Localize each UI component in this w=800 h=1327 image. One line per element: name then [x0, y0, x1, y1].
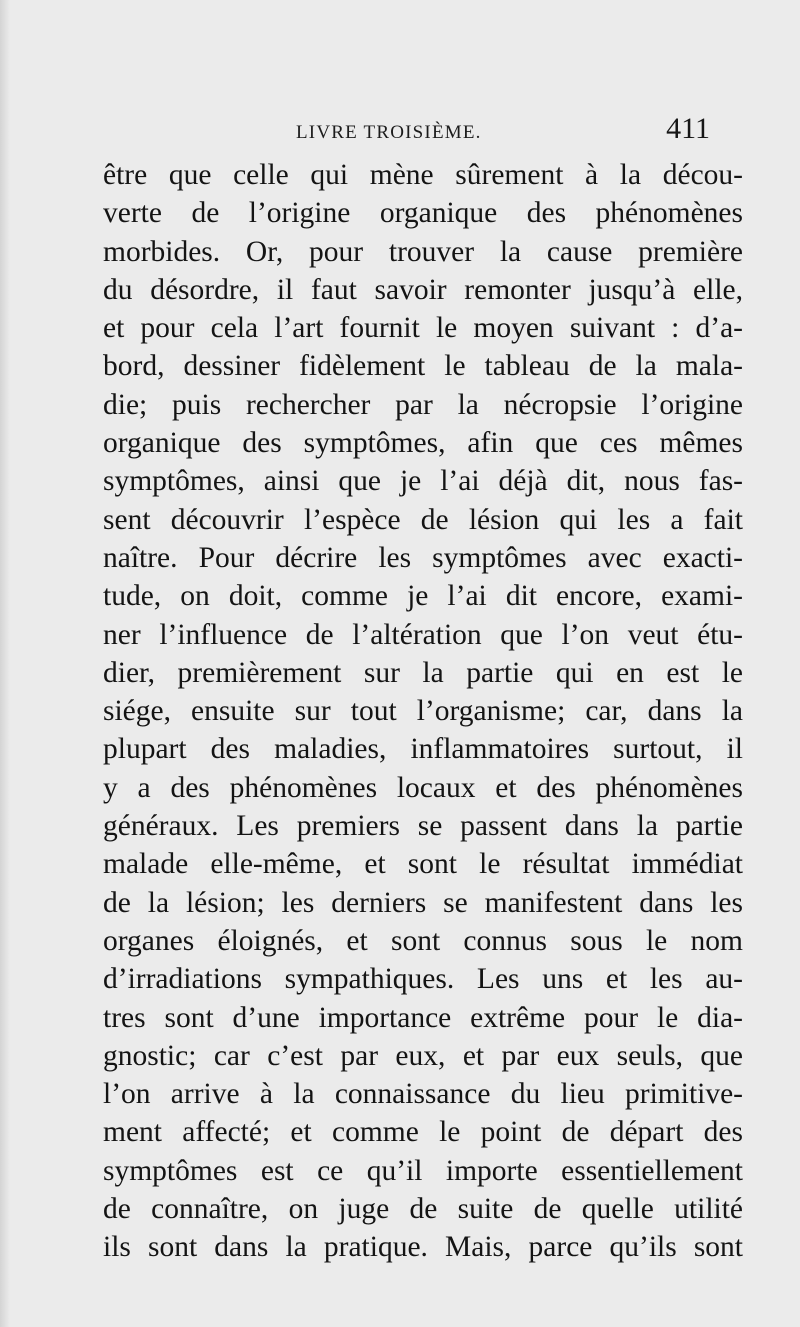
text-line: bord, dessiner fidèlement le tableau de la mala- — [103, 350, 743, 383]
page-gutter-edge — [0, 0, 10, 1327]
text-line: die; puis rechercher par la nécropsie l’origine — [103, 388, 743, 421]
text-line: ment affecté; et comme le point de départ des — [103, 1116, 743, 1149]
text-line: ner l’influence de l’altération que l’on veut étu- — [103, 618, 743, 651]
text-line: morbides. Or, pour trouver la cause première — [103, 235, 743, 268]
body-text — [103, 156, 743, 1267]
text-line: tres sont d’une importance extrême pour le dia- — [103, 1001, 743, 1034]
running-head — [100, 112, 740, 158]
text-line: symptômes, ainsi que je l’ai déjà dit, nous fas- — [103, 465, 743, 498]
running-title: LIVRE TROISIÈME. — [296, 122, 482, 143]
text-line: sent découvrir l’espèce de lésion qui les a fait — [103, 503, 743, 536]
text-line: plupart des maladies, inflammatoires surtout, il — [103, 733, 743, 766]
text-line: et pour cela l’art fournit le moyen suivant : d’a- — [103, 312, 743, 345]
text-line: dier, premièrement sur la partie qui en est le — [103, 656, 743, 689]
text-line: du désordre, il faut savoir remonter jusqu’à elle, — [103, 273, 743, 306]
text-line: organes éloignés, et sont connus sous le nom — [103, 924, 743, 957]
text-line: gnostic; car c’est par eux, et par eux seuls, que — [103, 1039, 743, 1072]
text-line: siége, ensuite sur tout l’organisme; car, dans la — [103, 695, 743, 728]
text-line: verte de l’origine organique des phénomènes — [103, 197, 743, 230]
text-line: tude, on doit, comme je l’ai dit encore, exami- — [103, 580, 743, 613]
text-line: d’irradiations sympathiques. Les uns et les au- — [103, 963, 743, 996]
text-line: naître. Pour décrire les symptômes avec exacti- — [103, 541, 743, 574]
text-line: être que celle qui mène sûrement à la décou- — [103, 159, 743, 191]
text-line: généraux. Les premiers se passent dans la partie — [103, 810, 743, 843]
page-number: 411 — [666, 112, 710, 145]
text-line: organique des symptômes, afin que ces mêmes — [103, 427, 743, 460]
text-line: ils sont dans la pratique. Mais, parce qu’ils sont — [103, 1231, 743, 1264]
text-line: de connaître, on juge de suite de quelle utilité — [103, 1193, 743, 1226]
text-line: symptômes est ce qu’il importe essentiellement — [103, 1154, 743, 1187]
text-line: de la lésion; les derniers se manifestent dans les — [103, 886, 743, 919]
text-line: y a des phénomènes locaux et des phénomènes — [103, 771, 743, 804]
text-line: malade elle-même, et sont le résultat immédiat — [103, 848, 743, 881]
text-line: l’on arrive à la connaissance du lieu primitive- — [103, 1078, 743, 1111]
